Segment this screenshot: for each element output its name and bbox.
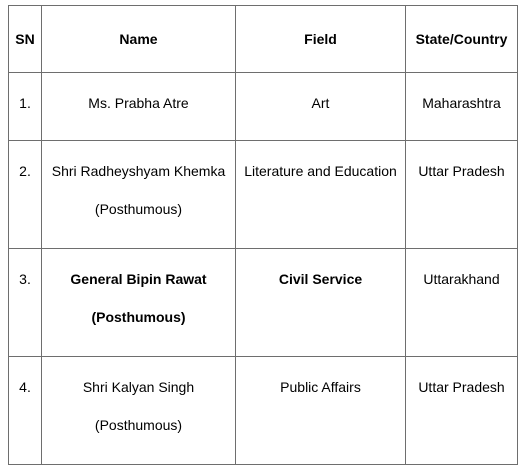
cell-field: Public Affairs	[236, 357, 406, 465]
table-row	[9, 249, 518, 357]
awards-table	[8, 5, 518, 465]
cell-name: General Bipin Rawat (Posthumous)	[42, 249, 236, 357]
header-field: Field	[236, 6, 406, 73]
cell-sn: 3.	[9, 249, 42, 357]
cell-name: Shri Radheyshyam Khemka (Posthumous)	[42, 141, 236, 249]
cell-name: Shri Kalyan Singh (Posthumous)	[42, 357, 236, 465]
cell-state: Uttar Pradesh	[406, 357, 518, 465]
cell-state: Maharashtra	[406, 73, 518, 141]
header-sn: SN	[9, 6, 42, 73]
header-state: State/Country	[406, 6, 518, 73]
header-row	[9, 6, 518, 73]
table-row	[9, 141, 518, 249]
cell-sn: 1.	[9, 73, 42, 141]
cell-sn: 4.	[9, 357, 42, 465]
cell-name: Ms. Prabha Atre	[42, 73, 236, 141]
table-row	[9, 73, 518, 141]
cell-sn: 2.	[9, 141, 42, 249]
cell-state: Uttarakhand	[406, 249, 518, 357]
cell-field: Literature and Education	[236, 141, 406, 249]
table-row	[9, 357, 518, 465]
header-name: Name	[42, 6, 236, 73]
cell-field: Art	[236, 73, 406, 141]
cell-field: Civil Service	[236, 249, 406, 357]
cell-state: Uttar Pradesh	[406, 141, 518, 249]
